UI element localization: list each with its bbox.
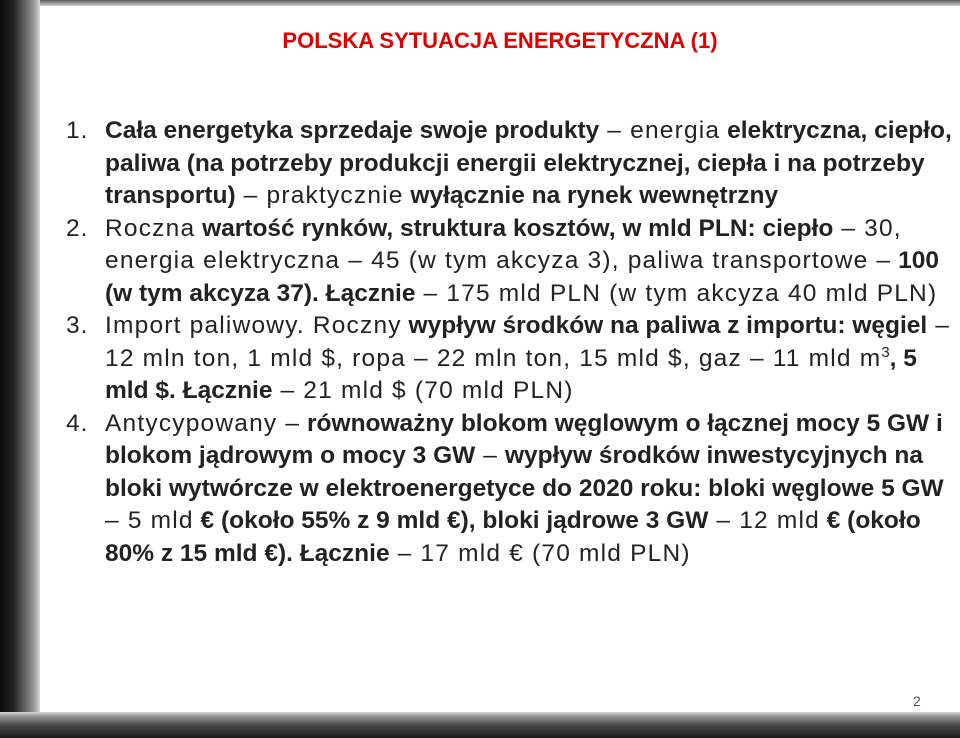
text-segment: energia <box>630 117 721 144</box>
top-border-strip <box>0 0 960 6</box>
text-segment: Roczny <box>304 312 402 339</box>
list-item <box>58 213 960 311</box>
list-item-text <box>105 410 944 567</box>
list-item-text <box>105 312 950 404</box>
text-segment: , 5 mld $. Łącznie <box>105 344 917 404</box>
text-segment: elektryczna, ciepło, paliwa (na potrzeby produkcji energii elektrycznej, ciepła i na potrzeby transportu) <box>105 117 952 209</box>
text-segment: Antycypowany – <box>105 409 301 437</box>
text-segment: wypływ środków na paliwa z importu: węgiel <box>401 312 928 339</box>
text-segment: wyłącznie na rynek wewnętrzny <box>403 182 779 209</box>
page-number: 2 <box>913 693 921 709</box>
text-segment: – 12 mln ton, 1 mld $, ropa – 22 mln ton, 15 mld $, gaz – 11 mld m <box>105 312 951 372</box>
slide-title: POLSKA SYTUACJA ENERGETYCZNA (1) <box>282 28 718 53</box>
text-segment: Cała energetyka sprzedaje swoje produkty <box>105 117 600 144</box>
list-item <box>58 408 960 571</box>
text-segment: 100 (w tym akcyza 37). Łącznie <box>105 247 939 307</box>
text-segment: Roczna <box>105 214 196 242</box>
text-segment: – <box>475 442 499 469</box>
text-segment: 3 <box>881 343 890 361</box>
text-segment: równoważny blokom węglowym o łącznej mocy 5 GW i blokom jądrowym o mocy 3 GW <box>105 409 943 469</box>
list-item-number: 3. <box>66 312 89 339</box>
text-segment: € (około 80% z 15 mld €). Łącznie <box>105 507 921 567</box>
text-segment: – 5 mld <box>105 507 194 534</box>
text-segment: – 12 mld <box>708 507 820 534</box>
text-segment: Import paliwowy. <box>105 312 305 339</box>
text-segment: – 17 mld € (70 mld PLN) <box>389 539 691 567</box>
list-item <box>58 115 960 213</box>
list-item-number: 4. <box>66 409 89 437</box>
text-segment: – praktycznie <box>235 182 404 209</box>
text-segment: € (około 55% z 9 mld €), bloki jądrowe 3 GW <box>193 507 709 534</box>
numbered-list <box>58 115 960 570</box>
text-segment: wypływ środków inwestycyjnych na bloki wytwórcze w elektroenergetyce do 2020 roku: bloki węglowe 5 GW <box>105 442 944 502</box>
list-item-text <box>105 117 952 209</box>
text-segment: – 21 mld $ (70 mld PLN) <box>272 377 574 404</box>
list-item <box>58 310 960 408</box>
text-segment: wartość rynków, struktura kosztów, w mld PLN: ciepło <box>195 214 834 242</box>
list-item-text <box>105 215 939 307</box>
text-segment: – <box>599 117 631 144</box>
list-item-number: 1. <box>66 117 89 144</box>
text-segment: – 30, energia elektryczna – 45 (w tym akcyza 3), paliwa transportowe – <box>105 214 902 274</box>
text-segment: – 175 mld PLN (w tym akcyza 40 mld PLN) <box>415 279 938 307</box>
left-border-strip <box>0 0 40 738</box>
bottom-border-strip <box>0 712 960 738</box>
list-item-number: 2. <box>66 214 89 242</box>
